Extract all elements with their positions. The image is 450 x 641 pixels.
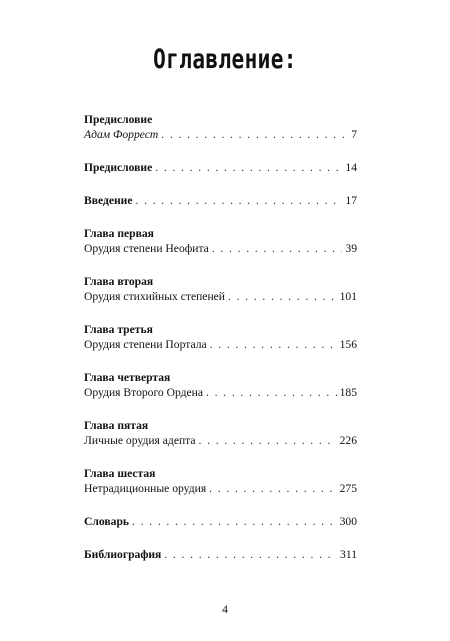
- toc-row: [84, 127, 357, 142]
- toc-heading: Глава вторая: [84, 275, 154, 288]
- toc-row: [84, 193, 357, 208]
- toc-row: [84, 514, 357, 529]
- toc-row: [84, 289, 357, 304]
- dot-leader: [164, 547, 337, 562]
- dot-leader: [155, 160, 342, 175]
- dot-leader: [161, 127, 348, 142]
- page-title: Оглавление:: [153, 44, 297, 75]
- toc-chapter-title: Нетрадиционные орудия: [84, 482, 207, 495]
- toc-page-number: 311: [340, 548, 357, 561]
- toc-row: [84, 160, 357, 175]
- toc-entry-bibliography: [84, 547, 357, 562]
- table-of-contents: [84, 112, 357, 580]
- toc-row: [84, 547, 357, 562]
- toc-entry-chapter-3: [84, 322, 357, 352]
- toc-heading: Введение: [84, 194, 133, 207]
- toc-page-number: 101: [339, 290, 357, 303]
- toc-chapter-title: Орудия степени Неофита: [84, 242, 209, 255]
- toc-page-number: 226: [339, 434, 357, 447]
- toc-page-number: 185: [339, 386, 357, 399]
- dot-leader: [212, 241, 343, 256]
- toc-heading: Предисловие: [84, 113, 153, 126]
- dot-leader: [210, 337, 337, 352]
- toc-heading: Глава четвертая: [84, 371, 171, 384]
- toc-entry-preface-forrest: [84, 112, 357, 142]
- toc-page-number: 7: [351, 128, 357, 141]
- toc-heading: Словарь: [84, 515, 130, 528]
- toc-row: [84, 241, 357, 256]
- dot-leader: [199, 433, 337, 448]
- dot-leader: [132, 514, 337, 529]
- toc-entry-introduction: [84, 193, 357, 208]
- toc-entry-chapter-5: [84, 418, 357, 448]
- page-number: 4: [222, 602, 228, 616]
- toc-heading: Библиография: [84, 548, 162, 561]
- toc-page-number: 14: [345, 161, 357, 174]
- toc-entry-preface: [84, 160, 357, 175]
- dot-leader: [206, 385, 337, 400]
- toc-entry-chapter-4: [84, 370, 357, 400]
- toc-chapter-title: Орудия Второго Ордена: [84, 386, 204, 399]
- toc-page-number: 17: [345, 194, 357, 207]
- toc-row: [84, 433, 357, 448]
- toc-heading: Глава шестая: [84, 467, 156, 480]
- toc-author: Адам Форрест: [84, 128, 159, 141]
- dot-leader: [209, 481, 336, 496]
- dot-leader: [136, 193, 343, 208]
- toc-heading: Глава первая: [84, 227, 154, 240]
- toc-page-number: 39: [345, 242, 357, 255]
- toc-heading: Предисловие: [84, 161, 153, 174]
- toc-row: [84, 385, 357, 400]
- toc-row: [84, 337, 357, 352]
- toc-heading: Глава пятая: [84, 419, 149, 432]
- toc-page-number: 156: [339, 338, 357, 351]
- toc-entry-glossary: [84, 514, 357, 529]
- toc-chapter-title: Орудия степени Портала: [84, 338, 207, 351]
- toc-heading: Глава третья: [84, 323, 153, 336]
- toc-entry-chapter-1: [84, 226, 357, 256]
- toc-chapter-title: Орудия стихийных степеней: [84, 290, 225, 303]
- toc-page-number: 275: [339, 482, 357, 495]
- toc-row: [84, 481, 357, 496]
- toc-chapter-title: Личные орудия адепта: [84, 434, 196, 447]
- dot-leader: [228, 289, 337, 304]
- toc-entry-chapter-2: [84, 274, 357, 304]
- toc-entry-chapter-6: [84, 466, 357, 496]
- toc-page-number: 300: [339, 515, 357, 528]
